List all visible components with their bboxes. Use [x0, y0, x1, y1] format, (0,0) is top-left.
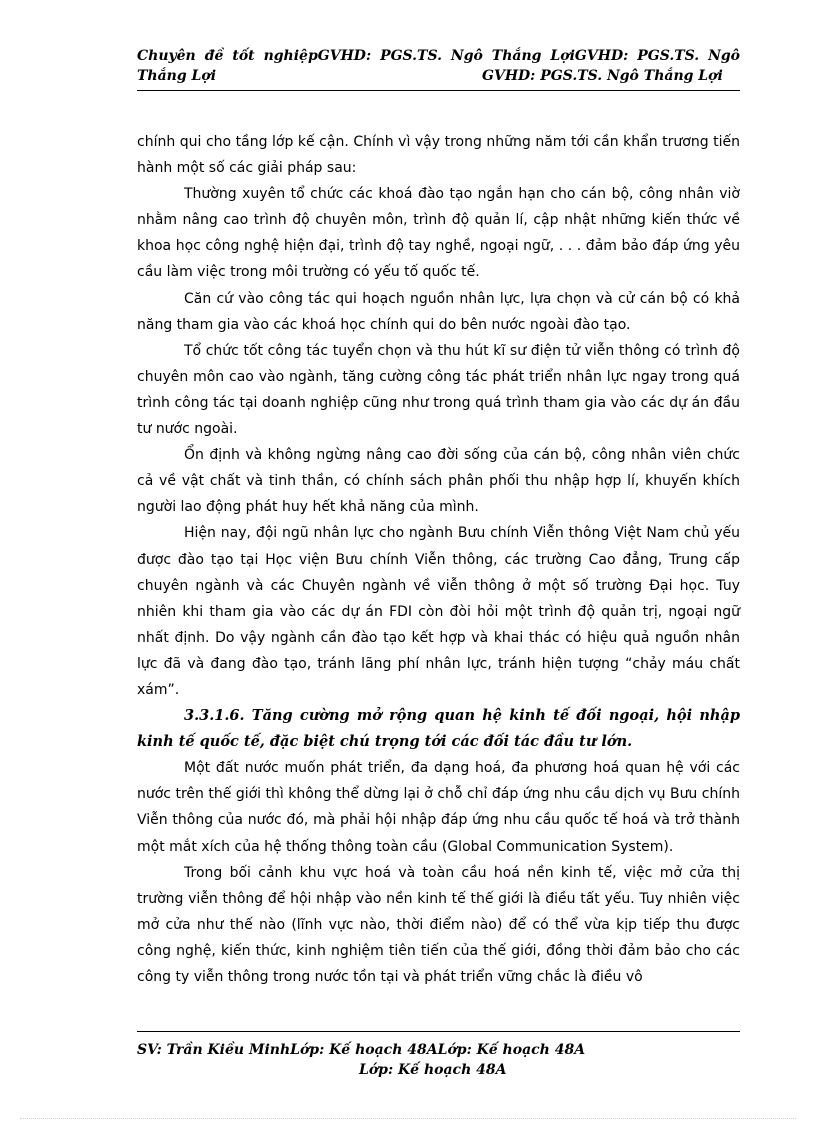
header-line-2-left: Thắng Lợi — [137, 68, 217, 84]
footer-rule — [137, 1031, 740, 1032]
page-header — [137, 46, 740, 86]
paragraph-6: Hiện nay, đội ngũ nhân lực cho ngành Bưu chính Viễn thông Việt Nam chủ yếu được đào tạo tại Học viện Bưu chính Viễn thông, các trường Cao đẳng, Trung cấp chuyên ngành và các Chuyên ngành về viễn thông ở một số trường Đại học. Tuy nhiên khi tham gia vào các dự án FDI còn đòi hỏi một trình độ quản trị, ngoại ngữ nhất định. Do vậy ngành cần đào tạo kết hợp và khai thác có hiệu quả nguồn nhân lực đã và đang đào tạo, tránh lãng phí nhân lực, tránh hiện tượng “chảy máu chất xám”. — [137, 525, 740, 698]
header-line-2-right: GVHD: PGS.TS. Ngô Thắng Lợi — [482, 68, 723, 84]
paragraph-5: Ổn định và không ngừng nâng cao đời sống của cán bộ, công nhân viên chức cả về vật chất và tinh thần, có chính sách phân phối thu nhập hợp lí, khuyến khích người lao động phát huy hết khả năng của mình. — [137, 447, 740, 516]
footer-line-1: SV: Trần Kiều MinhLớp: Kế hoạch 48ALớp: Kế hoạch 48A — [137, 1042, 586, 1058]
paragraph-7: Một đất nước muốn phát triển, đa dạng hoá, đa phương hoá quan hệ với các nước trên thế giới thì không thể dừng lại ở chỗ chỉ đáp ứng nhu cầu dịch vụ Bưu chính Viễn thông của nước đó, mà phải hội nhập đáp ứng nhu cầu quốc tế hoá và trở thành một mắt xích của hệ thống thông toàn cầu (Global Communication System). — [137, 760, 740, 855]
footer-line-2: Lớp: Kế hoạch 48A — [359, 1062, 507, 1078]
page-footer — [137, 1040, 740, 1080]
paragraph-1: chính qui cho tầng lớp kế cận. Chính vì vậy trong những năm tới cần khẩn trương tiến hành một số các giải pháp sau: — [137, 134, 740, 177]
page-bottom-divider — [20, 1118, 796, 1119]
paragraph-2: Thường xuyên tổ chức các khoá đào tạo ngắn hạn cho cán bộ, công nhân viờ nhằm nâng cao trình độ chuyên môn, trình độ quản lí, cập nhật những kiến thức về khoa học công nghệ hiện đại, trình độ tay nghề, ngoại ngữ, . . . đảm bảo đáp ứng yêu cầu làm việc trong môi trường có yếu tố quốc tế. — [137, 186, 740, 281]
header-rule — [137, 90, 740, 91]
header-line-2 — [137, 66, 740, 86]
header-line-1: Chuyên đề tốt nghiệpGVHD: PGS.TS. Ngô Thắng LợiGVHD: PGS.TS. Ngô — [137, 48, 740, 64]
paragraph-4: Tổ chức tốt công tác tuyển chọn và thu hút kĩ sư điện tử viễn thông có trình độ chuyên môn cao vào ngành, tăng cường công tác phát triển nhân lực ngay trong quá trình công tác tại doanh nghiệp cũng như trong quá trình tham gia vào các dự án đầu tư nước ngoài. — [137, 342, 740, 438]
section-heading: 3.3.1.6. Tăng cường mở rộng quan hệ kinh tế đối ngoại, hội nhập kinh tế quốc tế, đặc biệt chú trọng tới các đối tác đầu tư lớn. — [137, 707, 740, 751]
paragraph-3: Căn cứ vào công tác qui hoạch nguồn nhân lực, lựa chọn và cử cán bộ có khả năng tham gia vào các khoá học chính qui do bên nước ngoài đào tạo. — [137, 290, 740, 333]
document-body — [137, 129, 740, 990]
paragraph-8: Trong bối cảnh khu vực hoá và toàn cầu hoá nền kinh tế, việc mở cửa thị trường viễn thông để hội nhập vào nền kinh tế thế giới là điều tất yếu. Tuy nhiên việc mở cửa như thế nào (lĩnh vực nào, thời điểm nào) để có thể vừa kịp tiếp thu được công nghệ, kiến thức, kinh nghiệm tiên tiến của thế giới, đồng thời đảm bảo cho các công ty viễn thông trong nước tồn tại và phát triển vững chắc là điều vô — [137, 864, 740, 985]
